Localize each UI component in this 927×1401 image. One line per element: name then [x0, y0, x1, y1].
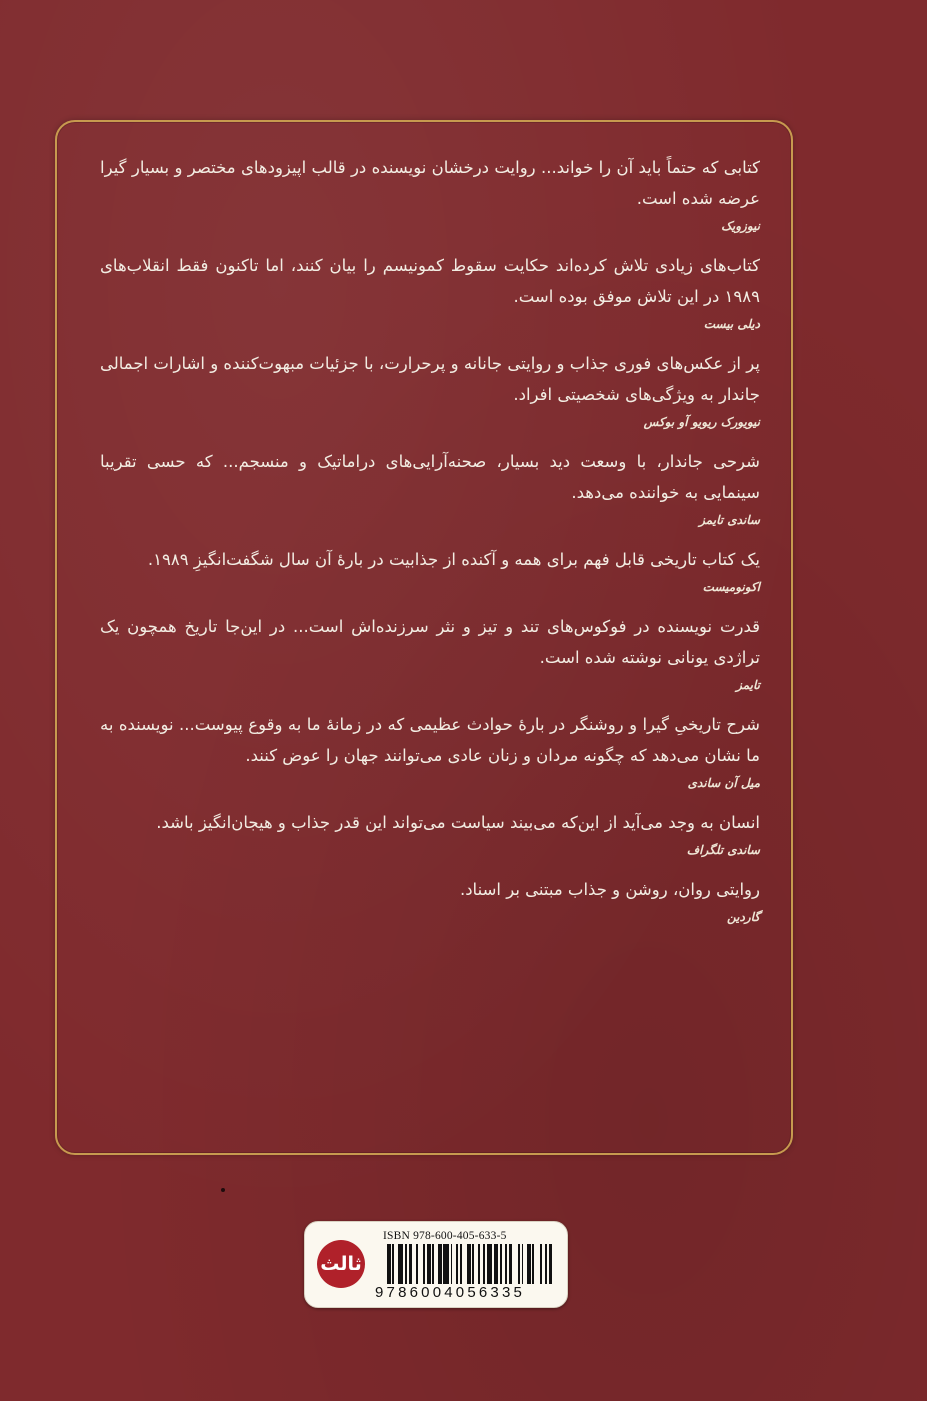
review-source: دیلی بیست: [703, 317, 760, 331]
review-source: میل آن ساندی: [687, 776, 760, 790]
review-source: گاردین: [727, 910, 760, 924]
barcode-bar: [552, 1244, 554, 1284]
review-quote: پر از عکس‌های فوری جذاب و روایتی جانانه و پرحرارت، با جزئیات مبهوت‌کننده و اشارات اجمالی جاندار به ویژگی‌های شخصیتی افراد.: [100, 354, 760, 404]
barcode-digits: 9786004056335: [375, 1284, 526, 1301]
review-quote: کتاب‌های زیادی تلاش کرده‌اند حکایت سقوط کمونیسم را بیان کنند، اما تاکنون فقط انقلاب‌های ۱۹۸۹ در این تلاش موفق بوده است.: [100, 256, 760, 306]
review-quote: کتابی که حتماً باید آن را خواند... روایت درخشان نویسنده در قالب اپیزودهای مختصر و بسیار گیرا عرضه شده است.: [100, 158, 760, 208]
publisher-logo: ثالث: [317, 1240, 365, 1288]
review-quote: انسان به وجد می‌آید از این‌که می‌بیند سیاست می‌تواند این قدر جذاب و هیجان‌انگیز باشد.: [156, 813, 760, 832]
review-quote: یک کتاب تاریخی قابل فهم برای همه و آکنده از جذابیت در بارهٔ آن سال شگفت‌انگیزِ ۱۹۸۹.: [147, 550, 760, 569]
isbn-label: [304, 1221, 568, 1308]
review-quote: قدرت نویسنده در فوکوس‌های تند و تیز و نثر سرزنده‌اش است... در این‌جا تاریخ همچون یک تراژدی یونانی نوشته شده است.: [100, 617, 760, 667]
review-quote: روایتی روان، روشن و جذاب مبتنی بر اسناد.: [459, 880, 760, 899]
speck: [221, 1188, 225, 1192]
review-source: تایمز: [736, 678, 760, 692]
review-source: اکونومیست: [702, 580, 760, 594]
barcode: [387, 1244, 555, 1284]
review-source: نیویورک ریویو آو بوکس: [643, 415, 760, 429]
review-source: ساندی تایمز: [699, 513, 760, 527]
review-quote: شرح تاریخیِ گیرا و روشنگر در بارهٔ حوادث عظیمی که در زمانهٔ ما به وقوع پیوست... نویسنده به ما نشان می‌دهد که چگونه مردان و زنان عادی می‌توانند جهان را عوض کنند.: [100, 715, 760, 765]
reviews-section: [100, 152, 760, 941]
isbn-number: ISBN 978-600-405-633-5: [383, 1230, 507, 1242]
review-source: ساندی تلگراف: [686, 843, 760, 857]
review-source: نیوزویک: [721, 219, 760, 233]
review-quote: شرحی جاندار، با وسعت دید بسیار، صحنه‌آرایی‌های دراماتیک و منسجم... که حسی تقریبا سینمایی به خواننده می‌دهد.: [100, 452, 760, 502]
